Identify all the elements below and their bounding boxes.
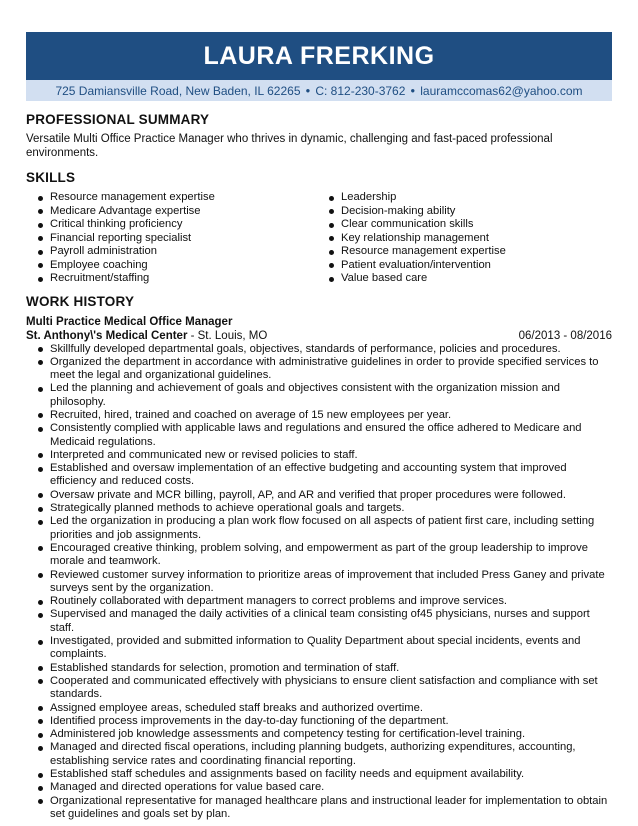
- resume-body: [26, 112, 612, 821]
- duty-item: Recruited, hired, trained and coached on average of 15 new employees per year.: [38, 409, 612, 422]
- duty-item: Interpreted and communicated new or revised policies to staff.: [38, 449, 612, 462]
- skill-item: Leadership: [329, 191, 506, 205]
- employer-line: [26, 329, 612, 343]
- skill-item: Recruitment/staffing: [38, 272, 317, 286]
- duty-item: Identified process improvements in the day-to-day functioning of the department.: [38, 715, 612, 728]
- skill-item: Patient evaluation/intervention: [329, 259, 506, 273]
- duty-item: Established and oversaw implementation of an effective budgeting and accounting system that improved efficiency and reduced costs.: [38, 462, 612, 489]
- employer-name: St. Anthony\'s Medical Center: [26, 329, 188, 342]
- skills-right-column: [317, 191, 506, 286]
- skill-item: Key relationship management: [329, 232, 506, 246]
- skill-item: Financial reporting specialist: [38, 232, 317, 246]
- job-duties-list: [26, 343, 612, 822]
- skill-item: Clear communication skills: [329, 218, 506, 232]
- duty-item: Established staff schedules and assignments based on facility needs and equipment availability.: [38, 768, 612, 781]
- duty-item: Assigned employee areas, scheduled staff breaks and authorized overtime.: [38, 702, 612, 715]
- skill-item: Decision-making ability: [329, 205, 506, 219]
- job-dates: 06/2013 - 08/2016: [518, 329, 612, 342]
- skill-item: Employee coaching: [38, 259, 317, 273]
- duty-item: Routinely collaborated with department managers to correct problems and improve services.: [38, 595, 612, 608]
- contact-bar: [26, 80, 612, 101]
- duty-item: Organizational representative for managed healthcare plans and instructional leader for implementation to obtain set guidelines and goals set by plan.: [38, 795, 612, 822]
- phone: C: 812-230-3762: [315, 83, 406, 98]
- skill-item: Resource management expertise: [38, 191, 317, 205]
- skills-title: SKILLS: [26, 170, 76, 185]
- duty-item: Organized the department in accordance with administrative guidelines in order to provide specified services to meet the legal and organizational guidelines.: [38, 356, 612, 383]
- skill-item: Value based care: [329, 272, 506, 286]
- duty-item: Supervised and managed the daily activities of a clinical team consisting of45 physicians, nurses and support staff.: [38, 608, 612, 635]
- employer-location: - St. Louis, MO: [187, 329, 268, 342]
- duty-item: Managed and directed operations for value based care.: [38, 781, 612, 794]
- duty-item: Skillfully developed departmental goals, objectives, standards of performance, policies and procedures.: [38, 343, 612, 356]
- duty-item: Administered job knowledge assessments and competency testing for certification-level training.: [38, 728, 612, 741]
- skill-item: Payroll administration: [38, 245, 317, 259]
- duty-item: Investigated, provided and submitted information to Quality Department about special incidents, events and complaints.: [38, 635, 612, 662]
- address: 725 Damiansville Road, New Baden, IL 62265: [55, 83, 301, 98]
- skill-item: Resource management expertise: [329, 245, 506, 259]
- duty-item: Oversaw private and MCR billing, payroll, AP, and AR and verified that proper procedures were followed.: [38, 489, 612, 502]
- summary-text: Versatile Multi Office Practice Manager who thrives in dynamic, challenging and fast-paced professional environments.: [26, 133, 553, 159]
- duty-item: Encouraged creative thinking, problem solving, and empowerment as part of the group leadership to improve morale and teamwork.: [38, 542, 612, 569]
- duty-item: Strategically planned methods to achieve operational goals and targets.: [38, 502, 612, 515]
- skill-item: Medicare Advantage expertise: [38, 205, 317, 219]
- duty-item: Established standards for selection, promotion and termination of staff.: [38, 662, 612, 675]
- skill-item: Critical thinking proficiency: [38, 218, 317, 232]
- skills-list: [26, 191, 612, 286]
- summary-title: PROFESSIONAL SUMMARY: [26, 112, 210, 127]
- duty-item: Consistently complied with applicable laws and regulations and ensured the office adhered to Medicare and Medicaid regulations.: [38, 422, 612, 449]
- duty-item: Reviewed customer survey information to prioritize areas of improvement that included Press Ganey and private surveys sent by the organization.: [38, 569, 612, 596]
- duty-item: Cooperated and communicated effectively with physicians to ensure client satisfaction and compliance with set standards.: [38, 675, 612, 702]
- duty-item: Managed and directed fiscal operations, including planning budgets, authorizing expenditures, accounting, establishing service rates and coordinating financial reporting.: [38, 741, 612, 768]
- candidate-name: LAURA FRERKING: [203, 41, 435, 70]
- bullet-separator-icon: ●: [305, 86, 311, 95]
- bullet-separator-icon: ●: [410, 86, 416, 95]
- resume-header: [26, 32, 612, 80]
- duty-item: Led the planning and achievement of goals and objectives consistent with the organization mission and philosophy.: [38, 382, 612, 409]
- duty-item: Led the organization in producing a plan work flow focused on all aspects of patient first care, including setting priorities and job assignments.: [38, 515, 612, 542]
- job-title: Multi Practice Medical Office Manager: [26, 315, 233, 328]
- email: lauramccomas62@yahoo.com: [420, 83, 583, 98]
- skills-left-column: [26, 191, 317, 286]
- work-history-title: WORK HISTORY: [26, 293, 135, 309]
